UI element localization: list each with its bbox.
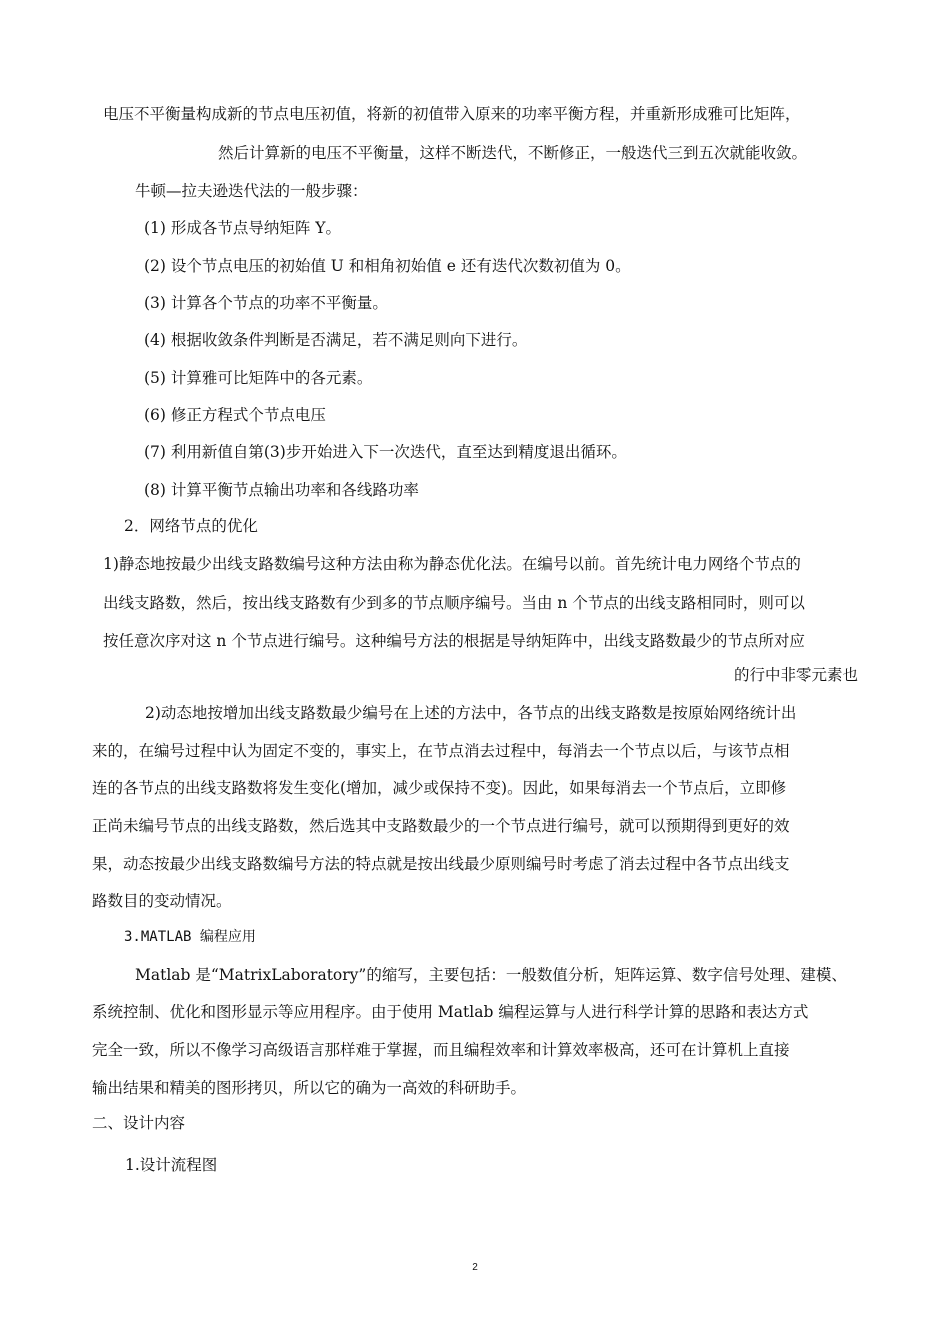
- step-item: (4) 根据收敛条件判断是否满足，若不满足则向下进行。: [144, 331, 528, 349]
- paragraph-line: 连的各节点的出线支路数将发生变化(增加，减少或保持不变)。因此，如果每消去一个节点后，立即修: [92, 779, 787, 797]
- page-number: 2: [472, 1262, 478, 1273]
- paragraph-line: 完全一致，所以不像学习高级语言那样难于掌握，而且编程效率和计算效率极高，还可在计算机上直接: [92, 1041, 790, 1059]
- step-item: (2) 设个节点电压的初始值 U 和相角初始值 e 还有迭代次数初值为 0。: [144, 257, 631, 275]
- step-item: (7) 利用新值自第(3)步开始进入下一次迭代，直至达到精度退出循环。: [144, 443, 627, 461]
- steps-intro: 牛顿—拉夫逊迭代法的一般步骤：: [135, 182, 368, 200]
- paragraph-line: 正尚未编号节点的出线支路数，然后选其中支路数最少的一个节点进行编号，就可以预期得到更好的效: [92, 817, 790, 835]
- paragraph-line: 按任意次序对这 n 个节点进行编号。这种编号方法的根据是导纳矩阵中，出线支路数最少的节点所对应: [103, 632, 805, 650]
- paragraph-line: 路数目的变动情况。: [92, 892, 232, 910]
- paragraph-line: 果，动态按最少出线支路数编号方法的特点就是按出线最少原则编号时考虑了消去过程中各节点出线支: [92, 855, 790, 873]
- step-item: (6) 修正方程式个节点电压: [144, 406, 326, 424]
- paragraph-line: 电压不平衡量构成新的节点电压初值，将新的初值带入原来的功率平衡方程，并重新形成雅可比矩阵，: [103, 105, 801, 123]
- paragraph-line: 然后计算新的电压不平衡量，这样不断迭代，不断修正，一般迭代三到五次就能收敛。: [218, 144, 808, 162]
- paragraph-line: 系统控制、优化和图形显示等应用程序。由于使用 Matlab 编程运算与人进行科学计算的思路和表达方式: [92, 1003, 809, 1021]
- paragraph-line: 2)动态地按增加出线支路数最少编号在上述的方法中，各节点的出线支路数是按原始网络统计出: [145, 704, 797, 722]
- step-item: (3) 计算各个节点的功率不平衡量。: [144, 294, 388, 312]
- paragraph-line: 来的，在编号过程中认为固定不变的，事实上，在节点消去过程中，每消去一个节点以后，与该节点相: [92, 742, 790, 760]
- step-item: (8) 计算平衡节点输出功率和各线路功率: [144, 481, 419, 499]
- paragraph-line: 的行中非零元素也: [734, 666, 859, 684]
- step-item: (5) 计算雅可比矩阵中的各元素。: [144, 369, 373, 387]
- paragraph-line: 1)静态地按最少出线支路数编号这种方法由称为静态优化法。在编号以前。首先统计电力网络个节点的: [103, 555, 801, 573]
- paragraph-line: Matlab 是“MatrixLaboratory”的缩写，主要包括：一般数值分析，矩阵运算、数字信号处理、建模、: [135, 966, 847, 984]
- step-item: (1) 形成各节点导纳矩阵 Y。: [144, 219, 342, 237]
- paragraph-line: 出线支路数，然后，按出线支路数有少到多的节点顺序编号。当由 n 个节点的出线支路相同时，则可以: [103, 594, 805, 612]
- paragraph-line: 输出结果和精美的图形拷贝，所以它的确为一高效的科研助手。: [92, 1079, 527, 1097]
- part-heading: 二、设计内容: [92, 1114, 186, 1132]
- subsection-heading: 1.设计流程图: [125, 1156, 218, 1174]
- section-heading: 2．网络节点的优化: [124, 517, 258, 535]
- section-heading: 3.MATLAB 编程应用: [124, 929, 256, 945]
